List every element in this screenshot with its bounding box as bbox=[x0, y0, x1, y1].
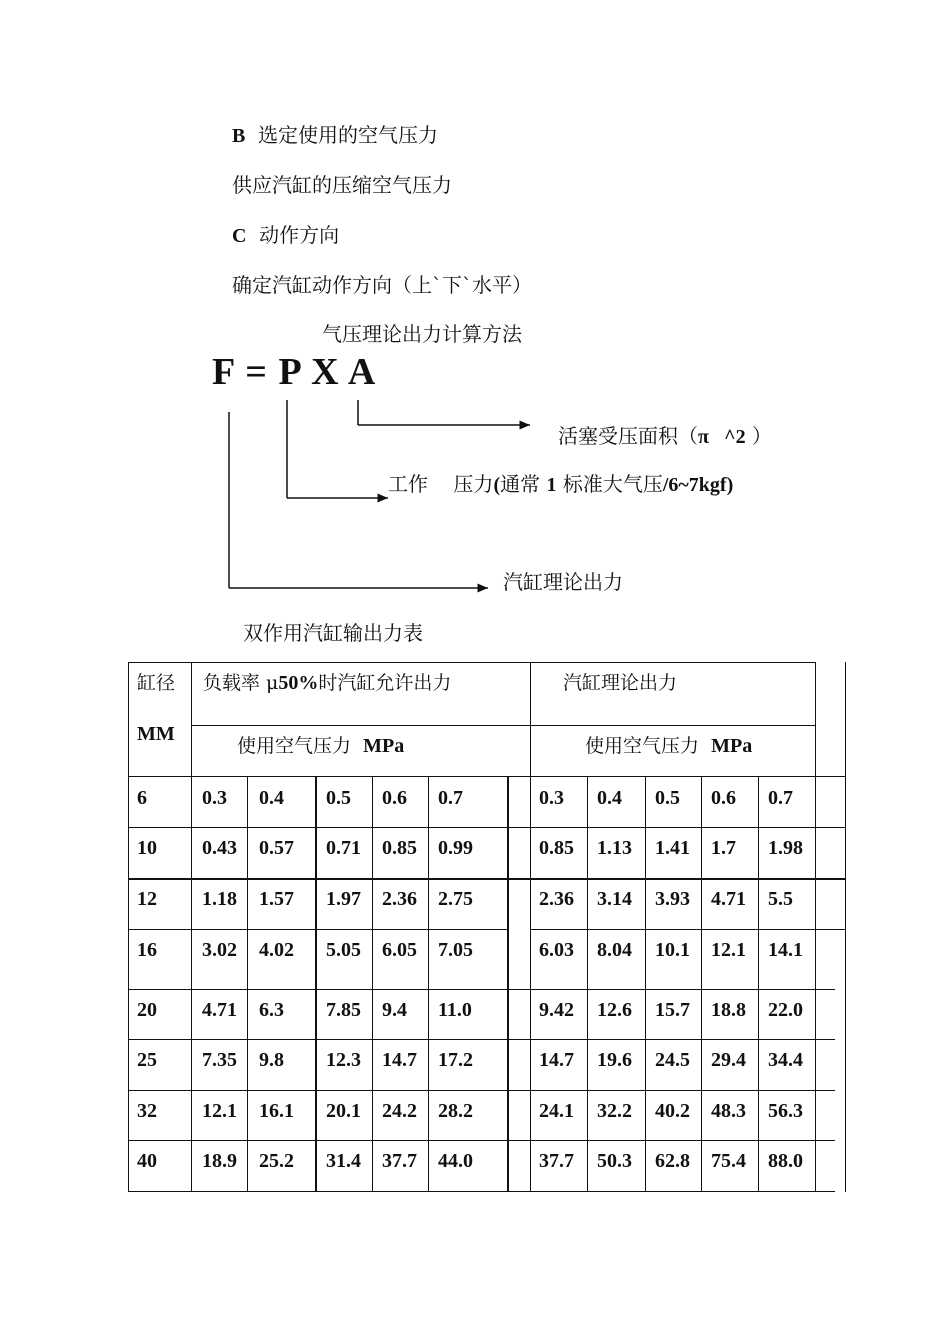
cell-load: 5.05 bbox=[326, 939, 361, 961]
row-divider bbox=[128, 1090, 835, 1091]
cell-theory: 24.5 bbox=[655, 1049, 690, 1071]
column-divider bbox=[701, 776, 702, 1192]
cell-theory: 15.7 bbox=[655, 999, 690, 1021]
cell-bore: 12 bbox=[137, 888, 157, 910]
column-divider bbox=[247, 776, 248, 1192]
cell-load: 7.35 bbox=[202, 1049, 237, 1071]
cell-theory: 37.7 bbox=[539, 1150, 574, 1172]
cell-load: 17.2 bbox=[438, 1049, 473, 1071]
cell-theory: 56.3 bbox=[768, 1100, 803, 1122]
cell-load: 1.57 bbox=[259, 888, 294, 910]
header-load-suffix: 时汽缸允许出力 bbox=[318, 672, 452, 694]
subheader-load-pressure bbox=[237, 734, 404, 758]
header-bore: 缸径 bbox=[137, 672, 176, 694]
header-load-prefix: 负载率 μ bbox=[203, 672, 279, 694]
force-label: 汽缸理论出力 bbox=[503, 570, 623, 594]
cell-load: 0.6 bbox=[382, 787, 407, 809]
cell-load: 0.7 bbox=[438, 787, 463, 809]
pressure-label-mid2: 标准大气压 bbox=[556, 472, 663, 496]
cell-theory: 8.04 bbox=[597, 939, 632, 961]
column-divider bbox=[530, 662, 531, 1192]
area-label-prefix: 活塞受压面积（ bbox=[558, 424, 698, 448]
cell-bore: 40 bbox=[137, 1150, 157, 1172]
cell-load: 12.1 bbox=[202, 1100, 237, 1122]
column-divider bbox=[507, 776, 509, 1192]
table-border-left bbox=[128, 662, 129, 1192]
cell-theory: 0.4 bbox=[597, 787, 622, 809]
area-label-symbol: π ^2 bbox=[698, 426, 746, 448]
section-b-desc: 供应汽缸的压缩空气压力 bbox=[232, 173, 452, 197]
cell-theory: 14.1 bbox=[768, 939, 803, 961]
header-load-percent: 50% bbox=[278, 672, 319, 694]
cell-load: 28.2 bbox=[438, 1100, 473, 1122]
row-divider bbox=[530, 929, 845, 930]
column-divider bbox=[815, 776, 816, 1192]
row-divider bbox=[128, 1039, 835, 1040]
cell-load: 16.1 bbox=[259, 1100, 294, 1122]
cell-load: 37.7 bbox=[382, 1150, 417, 1172]
cell-theory: 88.0 bbox=[768, 1150, 803, 1172]
cell-theory: 32.2 bbox=[597, 1100, 632, 1122]
row-divider bbox=[128, 827, 845, 828]
section-c-desc: 确定汽缸动作方向（上`下`水平） bbox=[232, 273, 532, 297]
cell-load: 7.05 bbox=[438, 939, 473, 961]
cell-theory: 5.5 bbox=[768, 888, 793, 910]
column-divider bbox=[191, 662, 192, 1192]
table-caption: 双作用汽缸输出力表 bbox=[243, 621, 423, 645]
cell-load: 20.1 bbox=[326, 1100, 361, 1122]
cell-load: 24.2 bbox=[382, 1100, 417, 1122]
cell-load: 14.7 bbox=[382, 1049, 417, 1071]
formula-heading: 气压理论出力计算方法 bbox=[322, 322, 522, 346]
cell-load: 0.5 bbox=[326, 787, 351, 809]
pressure-label-one: 1 bbox=[546, 474, 557, 496]
cell-load: 4.71 bbox=[202, 999, 237, 1021]
cell-theory: 22.0 bbox=[768, 999, 803, 1021]
column-divider bbox=[315, 776, 317, 1192]
pressure-label-prefix: 工作 压力 bbox=[388, 472, 494, 496]
column-divider bbox=[372, 776, 373, 1192]
section-c-text: 动作方向 bbox=[259, 223, 340, 247]
cell-theory: 40.2 bbox=[655, 1100, 690, 1122]
cell-load: 4.02 bbox=[259, 939, 294, 961]
table-border-right bbox=[845, 662, 846, 1192]
cell-theory: 1.13 bbox=[597, 837, 632, 859]
cell-load: 2.75 bbox=[438, 888, 473, 910]
cell-load: 18.9 bbox=[202, 1150, 237, 1172]
cell-theory: 0.6 bbox=[711, 787, 736, 809]
cell-theory: 50.3 bbox=[597, 1150, 632, 1172]
row-divider bbox=[128, 929, 508, 930]
cell-load: 0.43 bbox=[202, 837, 237, 859]
cell-load: 44.0 bbox=[438, 1150, 473, 1172]
cell-theory: 4.71 bbox=[711, 888, 746, 910]
cell-load: 12.3 bbox=[326, 1049, 361, 1071]
cell-theory: 10.1 bbox=[655, 939, 690, 961]
cell-theory: 18.8 bbox=[711, 999, 746, 1021]
cell-load: 0.57 bbox=[259, 837, 294, 859]
cell-bore: 20 bbox=[137, 999, 157, 1021]
cell-load: 1.97 bbox=[326, 888, 361, 910]
column-divider bbox=[758, 776, 759, 1192]
pressure-label-mid1: 通常 bbox=[500, 472, 547, 496]
subheader-theory-label: 使用空气压力 bbox=[585, 735, 700, 757]
cell-bore: 32 bbox=[137, 1100, 157, 1122]
header-theory: 汽缸理论出力 bbox=[563, 672, 678, 694]
subheader-load-unit: MPa bbox=[363, 735, 405, 757]
cell-theory: 62.8 bbox=[655, 1150, 690, 1172]
row-divider bbox=[128, 776, 845, 777]
header-divider bbox=[191, 725, 816, 726]
cell-theory: 2.36 bbox=[539, 888, 574, 910]
cell-theory: 14.7 bbox=[539, 1049, 574, 1071]
cell-load: 3.02 bbox=[202, 939, 237, 961]
cell-theory: 6.03 bbox=[539, 939, 574, 961]
cell-theory: 12.1 bbox=[711, 939, 746, 961]
cell-bore: 10 bbox=[137, 837, 157, 859]
cell-load: 25.2 bbox=[259, 1150, 294, 1172]
table-border-top bbox=[128, 662, 816, 663]
cell-load: 6.3 bbox=[259, 999, 284, 1021]
cell-theory: 1.7 bbox=[711, 837, 736, 859]
header-unit: MM bbox=[137, 723, 175, 745]
cell-load: 0.3 bbox=[202, 787, 227, 809]
cell-theory: 9.42 bbox=[539, 999, 574, 1021]
cell-theory: 29.4 bbox=[711, 1049, 746, 1071]
cell-theory: 0.85 bbox=[539, 837, 574, 859]
pressure-label-value: /6~7kgf) bbox=[662, 474, 734, 496]
table-border-bottom bbox=[128, 1191, 835, 1192]
cell-theory: 24.1 bbox=[539, 1100, 574, 1122]
section-c-letter: C bbox=[232, 225, 247, 247]
cell-theory: 3.93 bbox=[655, 888, 690, 910]
cell-load: 9.4 bbox=[382, 999, 407, 1021]
cell-theory: 75.4 bbox=[711, 1150, 746, 1172]
cell-load: 1.18 bbox=[202, 888, 237, 910]
column-divider bbox=[587, 776, 588, 1192]
area-label-suffix: ） bbox=[745, 424, 772, 448]
cell-load: 0.71 bbox=[326, 837, 361, 859]
cell-load: 0.99 bbox=[438, 837, 473, 859]
cell-load: 31.4 bbox=[326, 1150, 361, 1172]
cell-load: 9.8 bbox=[259, 1049, 284, 1071]
pressure-label-paren: ( bbox=[493, 474, 501, 496]
cell-theory: 3.14 bbox=[597, 888, 632, 910]
row-divider bbox=[128, 878, 845, 880]
header-load bbox=[203, 671, 451, 695]
subheader-theory-pressure bbox=[585, 734, 752, 758]
formula-expression: F = P X A bbox=[212, 351, 377, 393]
row-divider bbox=[128, 1140, 835, 1141]
row-divider bbox=[128, 989, 835, 990]
cell-bore: 16 bbox=[137, 939, 157, 961]
cell-load: 6.05 bbox=[382, 939, 417, 961]
section-b-text: 选定使用的空气压力 bbox=[258, 123, 439, 147]
cell-theory: 48.3 bbox=[711, 1100, 746, 1122]
column-divider bbox=[815, 662, 816, 777]
cell-load: 0.85 bbox=[382, 837, 417, 859]
cell-theory: 0.5 bbox=[655, 787, 680, 809]
column-divider bbox=[428, 776, 429, 1192]
cell-theory: 0.3 bbox=[539, 787, 564, 809]
cell-load: 11.0 bbox=[438, 999, 472, 1021]
column-divider bbox=[645, 776, 646, 1192]
cell-theory: 1.98 bbox=[768, 837, 803, 859]
section-b-letter: B bbox=[232, 125, 246, 147]
cell-theory: 12.6 bbox=[597, 999, 632, 1021]
cell-theory: 34.4 bbox=[768, 1049, 803, 1071]
cell-theory: 0.7 bbox=[768, 787, 793, 809]
subheader-load-label: 使用空气压力 bbox=[237, 735, 352, 757]
cell-bore: 6 bbox=[137, 787, 147, 809]
cell-load: 0.4 bbox=[259, 787, 284, 809]
cell-load: 2.36 bbox=[382, 888, 417, 910]
cell-theory: 19.6 bbox=[597, 1049, 632, 1071]
cell-bore: 25 bbox=[137, 1049, 157, 1071]
cell-load: 7.85 bbox=[326, 999, 361, 1021]
cell-theory: 1.41 bbox=[655, 837, 690, 859]
subheader-theory-unit: MPa bbox=[711, 735, 753, 757]
